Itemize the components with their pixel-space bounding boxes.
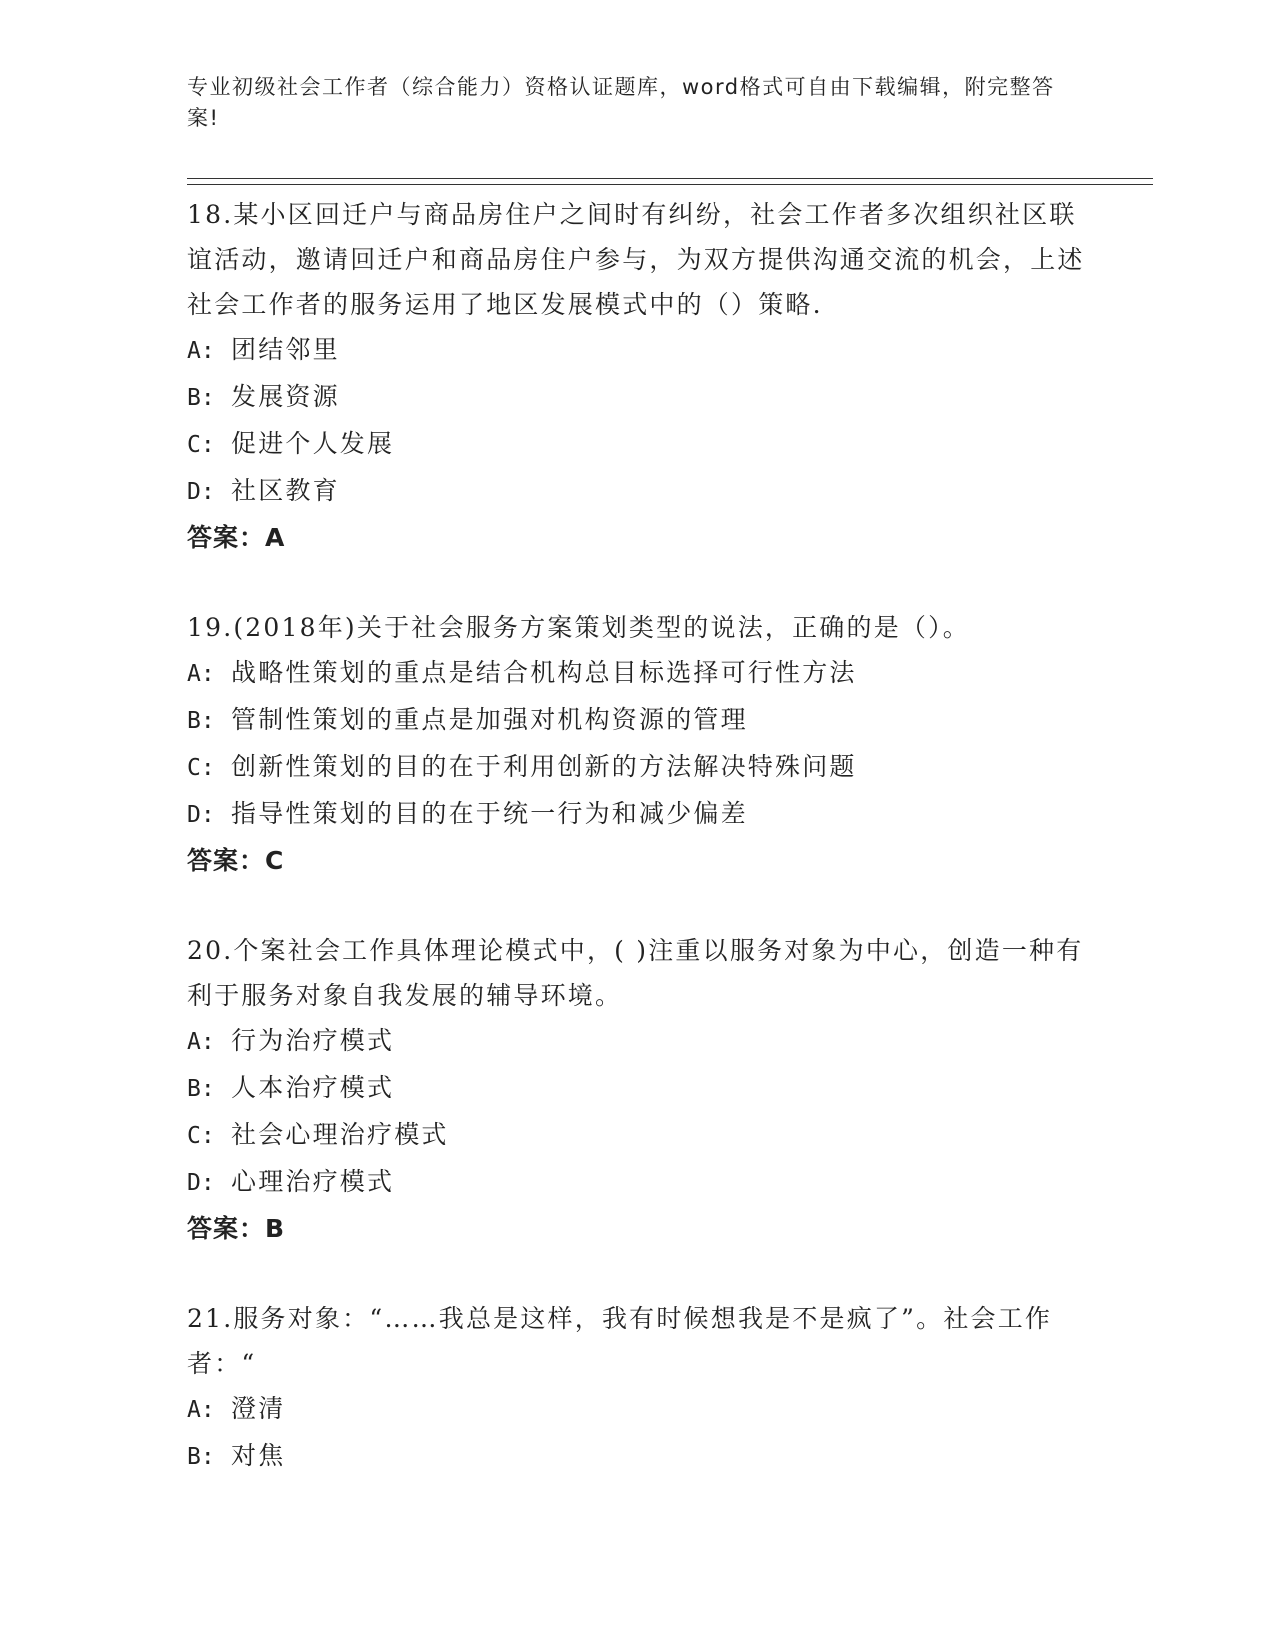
question-19 <box>187 605 1087 883</box>
option-letter: B: <box>187 1444 215 1470</box>
question-text: 21.服务对象：“……我总是这样，我有时候想我是不是疯了”。社会工作者：“ <box>187 1304 1053 1378</box>
option-a <box>187 327 1087 374</box>
option-text: 指导性策划的目的在于统一行为和减少偏差 <box>231 799 748 828</box>
option-letter: D: <box>187 479 215 505</box>
question-text: 19.(2018年)关于社会服务方案策划类型的说法，正确的是（）。 <box>187 613 970 642</box>
option-b <box>187 697 1087 744</box>
option-letter: A: <box>187 1029 215 1055</box>
option-d <box>187 791 1087 838</box>
option-b <box>187 374 1087 421</box>
option-letter: A: <box>187 661 215 687</box>
option-text: 澄清 <box>231 1394 286 1423</box>
option-text: 创新性策划的目的在于利用创新的方法解决特殊问题 <box>231 752 857 781</box>
option-text: 心理治疗模式 <box>231 1167 395 1196</box>
question-list <box>187 192 1087 1480</box>
answer-line: 答案：C <box>187 846 285 875</box>
option-text: 团结邻里 <box>231 335 340 364</box>
header-divider-bottom <box>187 184 1153 185</box>
option-letter: B: <box>187 1076 215 1102</box>
option-c <box>187 421 1087 468</box>
option-text: 社区教育 <box>231 476 340 505</box>
question-18 <box>187 192 1087 560</box>
option-text: 行为治疗模式 <box>231 1026 395 1055</box>
header-divider-top <box>187 178 1153 179</box>
question-text: 18.某小区回迁户与商品房住户之间时有纠纷，社会工作者多次组织社区联谊活动，邀请回迁户和商品房住户参与，为双方提供沟通交流的机会，上述社会工作者的服务运用了地区发展模式中的（）策略. <box>187 200 1085 319</box>
option-letter: C: <box>187 755 215 781</box>
option-text: 社会心理治疗模式 <box>231 1120 449 1149</box>
option-text: 对焦 <box>231 1441 286 1470</box>
spacer <box>187 560 1087 605</box>
option-text: 人本治疗模式 <box>231 1073 395 1102</box>
option-letter: A: <box>187 338 215 364</box>
option-letter: C: <box>187 432 215 458</box>
option-letter: A: <box>187 1397 215 1423</box>
option-b <box>187 1065 1087 1112</box>
answer-line: 答案：B <box>187 1214 286 1243</box>
answer-line: 答案：A <box>187 523 286 552</box>
option-text: 管制性策划的重点是加强对机构资源的管理 <box>231 705 748 734</box>
option-letter: B: <box>187 708 215 734</box>
option-a <box>187 1386 1087 1433</box>
option-a <box>187 1018 1087 1065</box>
option-letter: B: <box>187 385 215 411</box>
question-21 <box>187 1296 1087 1480</box>
option-letter: D: <box>187 802 215 828</box>
question-text: 20.个案社会工作具体理论模式中，( )注重以服务对象为中心，创造一种有利于服务对象自我发展的辅导环境。 <box>187 936 1084 1010</box>
option-letter: D: <box>187 1170 215 1196</box>
option-d <box>187 468 1087 515</box>
option-text: 战略性策划的重点是结合机构总目标选择可行性方法 <box>231 658 857 687</box>
option-text: 促进个人发展 <box>231 429 395 458</box>
document-header: 专业初级社会工作者（综合能力）资格认证题库，word格式可自由下载编辑，附完整答案! <box>187 75 1055 130</box>
option-c <box>187 744 1087 791</box>
spacer <box>187 883 1087 928</box>
option-letter: C: <box>187 1123 215 1149</box>
option-text: 发展资源 <box>231 382 340 411</box>
option-c <box>187 1112 1087 1159</box>
spacer <box>187 1251 1087 1296</box>
option-b <box>187 1433 1087 1480</box>
question-20 <box>187 928 1087 1251</box>
option-d <box>187 1159 1087 1206</box>
option-a <box>187 650 1087 697</box>
